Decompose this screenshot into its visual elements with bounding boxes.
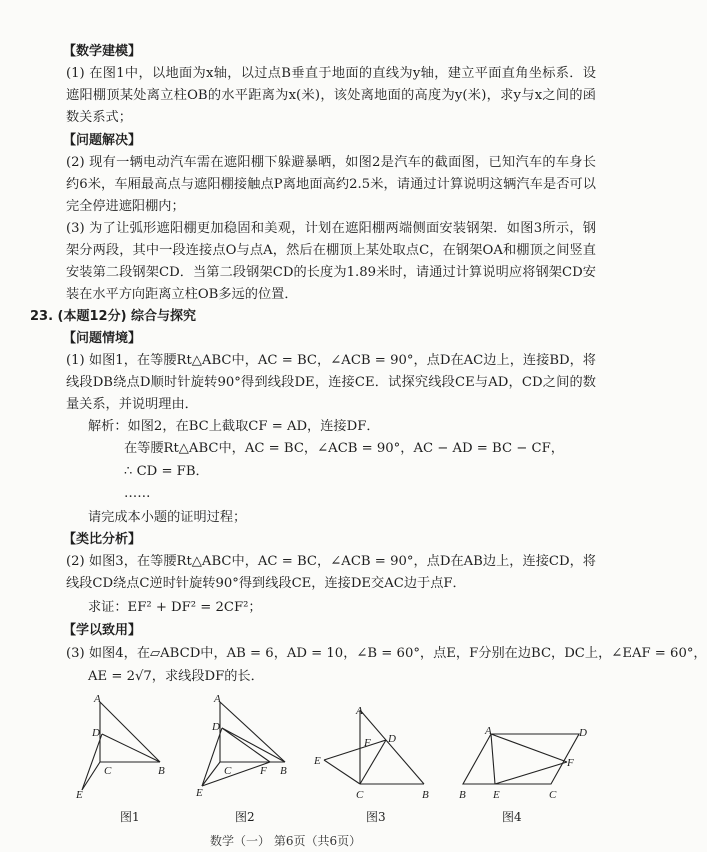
heading-modeling: 【数学建模】 bbox=[63, 44, 142, 59]
question-part-1: (1) 在图1中，以地面为x轴，以过点B垂直于地面的直线为y轴，建立平面直角坐标系．设遮阳棚顶某处离立柱OB的水平距离为x(米)，该处离地面的高度为y(米)，求y与x之间的函数关系式； bbox=[66, 66, 596, 125]
q23-part-1: (1) 如图1，在等腰Rt△ABC中，AC = BC，∠ACB = 90°，点D在AC边上，连接BD，将线段DB绕点D顺时针旋转90°得到线段DE，连接CE．试探究线段CE与AD，CD之间的数量关系，并说明理由． bbox=[66, 353, 596, 412]
fig4-label-F: F bbox=[567, 757, 574, 769]
fig2-label-B: B bbox=[280, 765, 287, 777]
fig1-label-E: E bbox=[76, 789, 83, 801]
fig1-label-A: A bbox=[94, 693, 101, 705]
fig4-label-B: B bbox=[459, 789, 466, 801]
solution-line-2: 在等腰Rt△ABC中，AC = BC，∠ACB = 90°，AC − AD = BC − CF， bbox=[124, 441, 564, 456]
fig1-label-C: C bbox=[104, 765, 112, 777]
q23-part-3-line-2: AE = 2√7，求线段DF的长． bbox=[88, 669, 264, 684]
q23-part-2: (2) 如图3，在等腰Rt△ABC中，AC = BC，∠ACB = 90°，点D在AB边上，连接CD，将线段CD绕点C逆时针旋转90°得到线段CE，连接DE交AC边于点F． bbox=[66, 554, 596, 591]
figure-4 bbox=[455, 722, 590, 804]
caption-figure-4: 图4 bbox=[502, 810, 522, 824]
fig3-label-B: B bbox=[422, 789, 429, 801]
fig3-label-E: E bbox=[314, 755, 321, 767]
heading-application: 【学以致用】 bbox=[63, 623, 142, 638]
question-23-title: 23. (本题12分) 综合与探究 bbox=[30, 309, 197, 324]
solution-line-5: 请完成本小题的证明过程； bbox=[88, 510, 247, 525]
q23-part-2-prove: 求证：EF² + DF² = 2CF²； bbox=[88, 600, 262, 615]
fig3-label-D: D bbox=[388, 733, 396, 745]
figure-2 bbox=[190, 692, 300, 802]
heading-solving: 【问题解决】 bbox=[63, 133, 142, 148]
solution-line-4: …… bbox=[124, 486, 151, 501]
fig1-label-D: D bbox=[92, 727, 100, 739]
figure-1 bbox=[70, 692, 180, 802]
caption-figure-3: 图3 bbox=[366, 810, 386, 824]
fig3-label-C: C bbox=[356, 789, 364, 801]
fig4-label-D: D bbox=[579, 727, 587, 739]
heading-situation: 【问题情境】 bbox=[63, 331, 142, 346]
page-footer: 数学（一） 第6页（共6页） bbox=[210, 834, 362, 848]
fig2-label-D: D bbox=[212, 721, 220, 733]
figure-3 bbox=[312, 700, 442, 804]
solution-line-3: ∴ CD = FB． bbox=[124, 464, 209, 479]
fig2-label-E: E bbox=[196, 787, 203, 799]
question-part-3: (3) 为了让弧形遮阳棚更加稳固和美观，计划在遮阳棚两端侧面安装钢架．如图3所示，钢架分两段，其中一段连接点O与点A，然后在棚顶上某处取点C，在钢架OA和棚顶之间竖直安装第二段钢架CD．当第二段钢架CD的长度为1.89米时，请通过计算说明应将钢架CD安装在水平方向距离立柱OB多远的位置． bbox=[66, 221, 596, 302]
caption-figure-1: 图1 bbox=[120, 810, 140, 824]
fig4-label-C: C bbox=[549, 789, 557, 801]
q23-part-3-line-1: (3) 如图4，在▱ABCD中，AB = 6，AD = 10，∠B = 60°，点E，F分别在边BC，DC上，∠EAF = 60°， bbox=[66, 646, 707, 661]
fig4-label-A: A bbox=[485, 725, 492, 737]
fig3-label-A: A bbox=[356, 705, 363, 717]
caption-figure-2: 图2 bbox=[235, 810, 255, 824]
question-part-2: (2) 现有一辆电动汽车需在遮阳棚下躲避暴晒，如图2是汽车的截面图，已知汽车的车身长约6米，车厢最高点与遮阳棚接触点P离地面高约2.5米，请通过计算说明这辆汽车是否可以完全停进遮阳棚内； bbox=[66, 155, 596, 214]
fig1-label-B: B bbox=[158, 765, 165, 777]
fig3-label-F: F bbox=[364, 737, 371, 749]
heading-analogy: 【类比分析】 bbox=[63, 532, 142, 547]
fig2-label-C: C bbox=[224, 765, 232, 777]
fig4-label-E: E bbox=[493, 789, 500, 801]
fig2-label-A: A bbox=[214, 693, 221, 705]
solution-line-1: 解析：如图2，在BC上截取CF = AD，连接DF． bbox=[88, 419, 380, 434]
fig2-label-F: F bbox=[260, 765, 267, 777]
